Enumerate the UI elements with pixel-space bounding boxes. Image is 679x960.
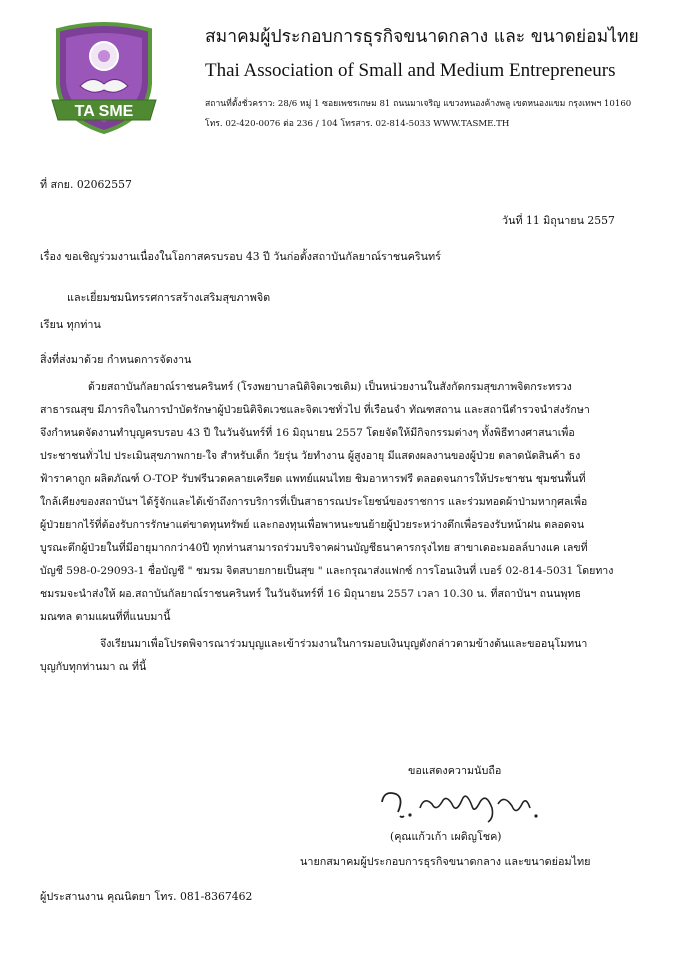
body-line: มณฑล ตามแผนที่ที่แนบมานี้ [40,611,171,623]
body-line: บัญชี 598-0-29093-1 ชื่อบัญชี " ชมรม จิตสบายกายเป็นสุข " และกรุณาส่งแฟกซ์ การโอนเงินที่ เบอร์ 02-814-5031 โดยทาง [40,565,614,577]
body-line: บูรณะตึกผู้ป่วยในที่มีอายุมากกว่า40ปี ทุกท่านสามารถร่วมบริจาคผ่านบัญชีธนาคารกรุงไทย สาขาเดอะมอลล์บางแค เลขที่ [40,542,588,554]
letter-date: วันที่ 11 มิถุนายน 2557 [502,214,615,227]
salutation: เรียน ทุกท่าน [40,318,101,331]
body-line: ฟ้าราคาถูก ผลิตภัณฑ์ O-TOP รับฟรีนวดคลายเครียด แพทย์แผนไทย ชิมอาหารฟรี ตลอดจนการให้ประชาชน ชุมชนพื้นที่ [40,473,586,485]
enclosure: สิ่งที่ส่งมาด้วย กำหนดการจัดงาน [40,353,192,366]
body-line: ชมรมจะนำส่งให้ ผอ.สถาบันกัลยาณ์ราชนครินทร์ ในวันจันทร์ที่ 16 มิถุนายน 2557 เวลา 10.30 น. ที่สถาบันฯ ถนนพุทธ [40,588,581,600]
closing-paragraph-line: จึงเรียนมาเพื่อโปรดพิจารณาร่วมบุญและเข้าร่วมงานในการมอบเงินบุญดังกล่าวตามข้างต้นและขออนุโมทนา [100,638,588,650]
handwritten-signature [370,782,550,826]
reference-number: ที่ สกย. 02062557 [40,178,132,191]
org-name-english: Thai Association of Small and Medium Entrepreneurs [205,60,616,81]
signer-title: นายกสมาคมผู้ประกอบการธุรกิจขนาดกลาง และขนาดย่อมไทย [300,855,591,868]
coordinator-contact: ผู้ประสานงาน คุณนิตยา โทร. 081-8367462 [40,890,253,903]
contact-line: โทร. 02-420-0076 ต่อ 236 / 104 โทรสาร. 02-814-5033 WWW.TASME.TH [205,119,510,129]
body-line: ใกล้เคียงของสถาบันฯ ได้รู้จักและได้เข้าถึงการบริการที่เป็นสาธารณประโยชน์ของราชการ และร่วมทอดผ้าป่ามหากุศลเพื่อ [40,496,588,508]
signer-name: (คุณแก้วเก้า เผดิญโชค) [390,830,502,843]
org-name-thai: สมาคมผู้ประกอบการธุรกิจขนาดกลาง และ ขนาดย่อมไทย [205,27,639,47]
closing-phrase: ขอแสดงความนับถือ [408,764,502,777]
subject-line-1: เรื่อง ขอเชิญร่วมงานเนื่องในโอกาสครบรอบ 43 ปี วันก่อตั้งสถาบันกัลยาณ์ราชนครินทร์ [40,250,441,263]
subject-line-2: และเยี่ยมชมนิทรรศการสร้างเสริมสุขภาพจิต [67,291,271,304]
body-line: จึงกำหนดจัดงานทำบุญครบรอบ 43 ปี ในวันจันทร์ที่ 16 มิถุนายน 2557 โดยจัดให้มีกิจกรรมต่างๆ ทั้งพิธีทางศาสนาเพื่อ [40,427,575,439]
body-line: สาธารณสุข มีภารกิจในการบำบัดรักษาผู้ป่วยนิติจิตเวชและจิตเวชทั่วไป ที่เรือนจำ ทัณฑสถาน และสถานีตำรวจนำส่งรักษา [40,404,590,416]
logo-text: TA SME [74,103,134,120]
body-line: ด้วยสถาบันกัลยาณ์ราชนครินทร์ (โรงพยาบาลนิติจิตเวชเดิม) เป็นหน่วยงานในสังกัดกรมสุขภาพจิตกระทรวง [88,381,572,393]
closing-paragraph-line: บุญกับทุกท่านมา ณ ที่นี้ [40,661,147,673]
address-line: สถานที่ตั้งชั่วคราว: 28/6 หมู่ 1 ซอยเพชรเกษม 81 ถนนมาเจริญ แขวงหนองค้างพลู เขตหนองแขม กรุงเทพฯ 10160 [205,99,632,109]
body-line: ประชาชนทั่วไป ประเมินสุขภาพกาย-ใจ สำหรับเด็ก วัยรุ่น วัยทำงาน ผู้สูงอายุ มีแสดงผลงานของผู้ป่วย ตลาดนัดสินค้า ธง [40,450,581,462]
ta-sme-logo [50,22,158,134]
body-line: ผู้ป่วยยากไร้ที่ต้องรับการรักษาแต่ขาดทุนทรัพย์ และกองทุนเพื่อพาหนะขนย้ายผู้ป่วยระหว่างตึกเพื่อรองรับหน้าฝน ตลอดจน [40,519,585,531]
